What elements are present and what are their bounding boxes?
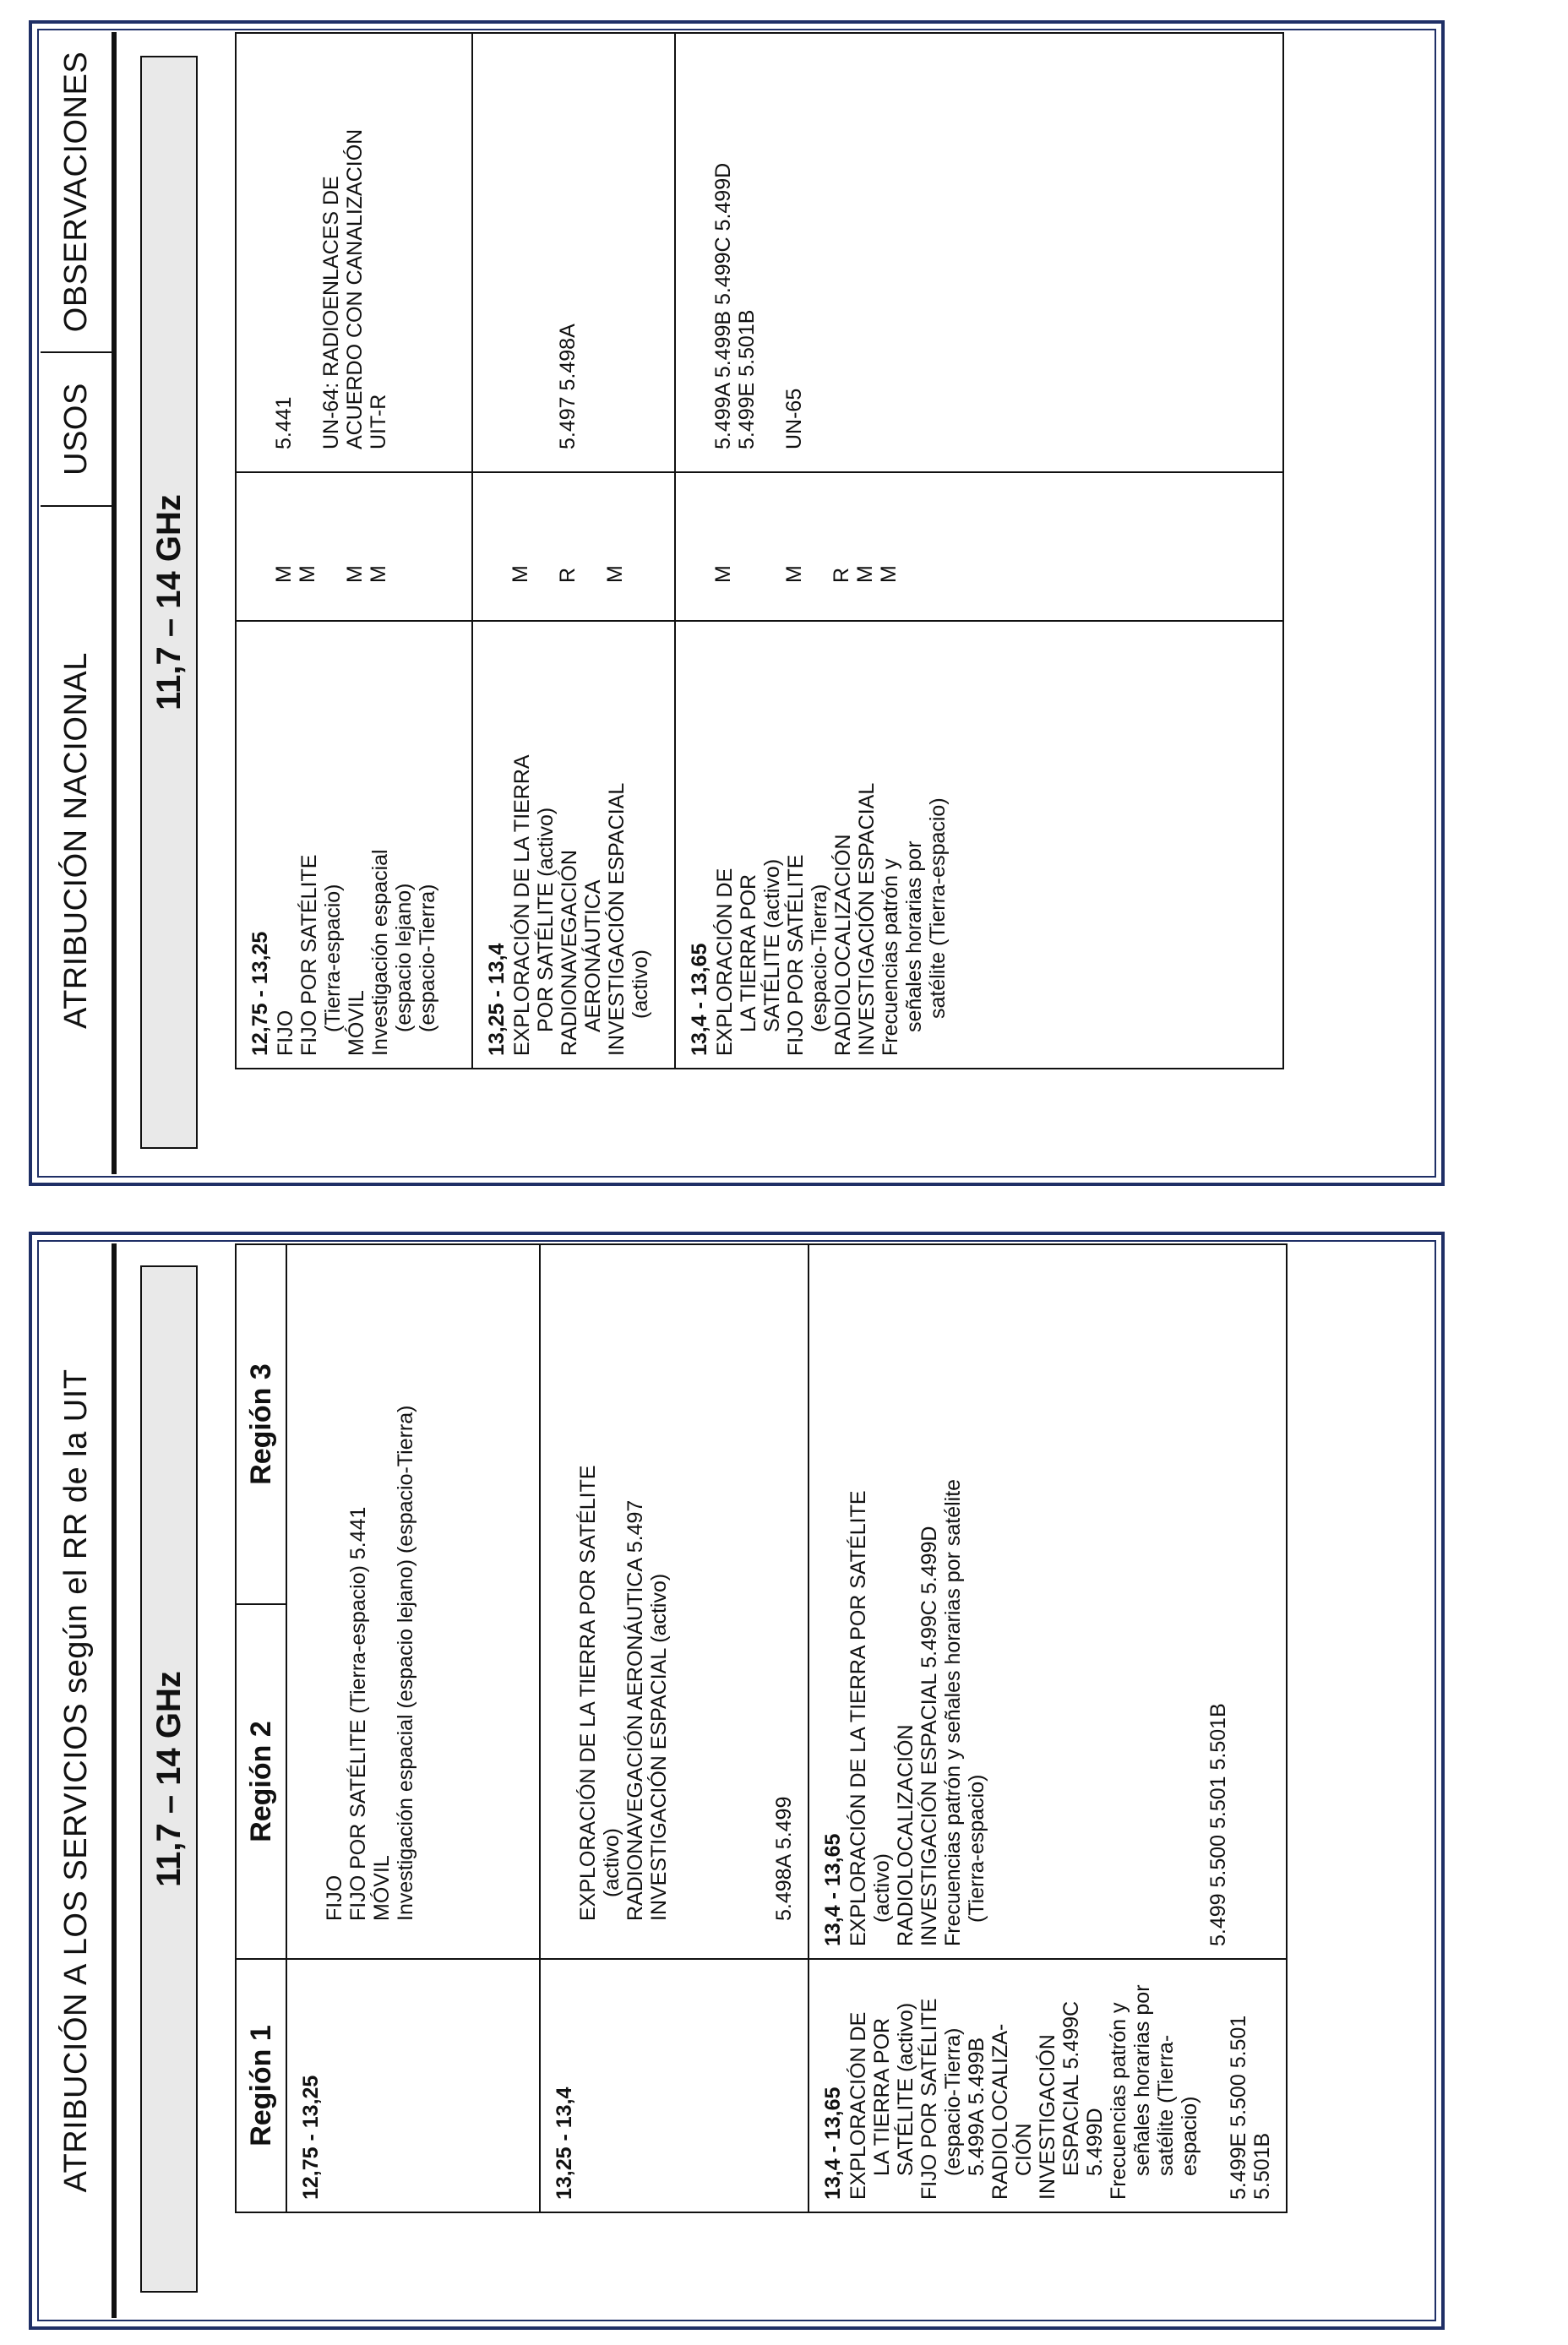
uso-code: M [853, 565, 877, 583]
service-line: RADIONAVEGACIÓN AERONÁUTICA 5.497 [623, 1499, 647, 1921]
service-line: EXPLORACIÓN DE LA TIERRA POR SATÉLITE [847, 1490, 870, 1946]
observation-line [509, 46, 532, 449]
service-line: Investigación espacial (espacio lejano) (espacio-Tierra) [394, 1405, 417, 1921]
service-line: (activo) [600, 1828, 623, 1897]
service-line: 5.499A 5.499B [965, 2037, 988, 2176]
uso-code: M [782, 565, 806, 583]
uso-code: M [509, 565, 532, 583]
service-line: 5.499D [1083, 2108, 1107, 2176]
observation-line: UIT-R [367, 394, 390, 449]
uso-code: M [296, 565, 319, 583]
service-line: LA TIERRA POR [737, 873, 760, 1032]
region-1-header: Región 1 [236, 1959, 286, 2212]
itu-allocation-panel [29, 1232, 1445, 2330]
observation-line: 5.441 [272, 396, 296, 449]
observation-line: 5.499E 5.501B [735, 309, 759, 449]
service-line: SATÉLITE (activo) [760, 858, 784, 1032]
uso-code: M [711, 565, 735, 583]
observation-line [532, 46, 556, 449]
service-line: (activo) [629, 949, 652, 1019]
service-line: INVESTIGACIÓN ESPACIAL 5.499C 5.499D [917, 1526, 941, 1946]
uso-code: R [556, 567, 580, 583]
service-line: ESPACIAL 5.499C [1059, 2000, 1083, 2176]
service-line: MÓVIL [345, 990, 368, 1056]
uso-code: R [830, 567, 853, 583]
rotated-content [32, 24, 1441, 1183]
uso-code: M [272, 565, 296, 583]
uso-code [806, 485, 830, 583]
uso-code [390, 485, 414, 583]
service-line: FIJO POR SATÉLITE [917, 1998, 941, 2200]
frequency-range: 13,4 - 13,65 [688, 943, 711, 1056]
service-line: INVESTIGACIÓN ESPACIAL [855, 782, 879, 1056]
usos-cell [472, 472, 675, 621]
national-table [235, 32, 1284, 1069]
observaciones-cell [675, 33, 1283, 472]
service-line: espacio) [1178, 2096, 1201, 2176]
usos-cell [675, 472, 1283, 621]
observation-line: UN-64: RADIOENLACES DE [319, 176, 343, 449]
uso-code [901, 485, 924, 583]
footnote-refs: 5.501B [1250, 2132, 1274, 2200]
uso-code [627, 485, 651, 583]
service-line: FIJO POR SATÉLITE (Tierra-espacio) 5.441 [346, 1506, 370, 1921]
observation-line: 5.497 5.498A [556, 324, 580, 449]
service-line: SATÉLITE (activo) [894, 2002, 917, 2176]
observaciones-cell [236, 33, 472, 472]
service-line: señales horarias por [902, 841, 926, 1032]
service-line: señales horarias por [1130, 1984, 1154, 2176]
allocation-row [675, 33, 1283, 1069]
uso-code [414, 485, 438, 583]
service-line: INVESTIGACIÓN [1036, 2034, 1059, 2200]
national-service-cell [236, 621, 472, 1069]
national-service-cell [472, 621, 675, 1069]
allocation-row [236, 33, 472, 1069]
service-line: INVESTIGACIÓN ESPACIAL (activo) [647, 1573, 671, 1921]
service-line: RADIONAVEGACIÓN [558, 849, 581, 1056]
header-atribucion-nacional: ATRIBUCIÓN NACIONAL [57, 652, 94, 1029]
service-line: FIJO POR SATÉLITE [297, 854, 321, 1056]
uso-code: M [367, 565, 390, 583]
frequency-range: 13,25 - 13,4 [485, 943, 509, 1056]
service-line: POR SATÉLITE (activo) [534, 807, 558, 1032]
service-line: EXPLORACIÓN DE [713, 868, 737, 1056]
uso-code [924, 485, 948, 583]
itu-table [235, 1243, 1288, 2213]
frequency-range: 12,75 - 13,25 [248, 931, 272, 1056]
service-line: EXPLORACIÓN DE [847, 2011, 870, 2200]
frequency-range: 13,4 - 13,65 [821, 2087, 845, 2200]
service-line: satélite (Tierra-espacio) [926, 797, 950, 1019]
service-line: RADIOLOCALIZACIÓN [894, 1724, 917, 1946]
service-line: MÓVIL [370, 1855, 394, 1921]
allocation-row [472, 33, 675, 1069]
service-line: satélite (Tierra- [1154, 2034, 1178, 2176]
panel-header [41, 32, 117, 1174]
uso-code [532, 485, 556, 583]
frequency-band-bar: 11,7 – 14 GHz [140, 56, 198, 1149]
rotated-content [32, 1235, 1441, 2326]
service-line: EXPLORACIÓN DE LA TIERRA [510, 754, 534, 1056]
row3-region23-cell [808, 1244, 1287, 1959]
header-usos: USOS [41, 353, 112, 507]
uso-code [735, 485, 759, 583]
service-line: INVESTIGACIÓN ESPACIAL [605, 782, 629, 1056]
frequency-range: 12,75 - 13,25 [299, 2075, 323, 2200]
spacer [688, 46, 711, 449]
row3-region1-cell [808, 1959, 1287, 2212]
observation-line: ACUERDO CON CANALIZACIÓN [343, 128, 367, 449]
header-atribucion-uit: ATRIBUCIÓN A LOS SERVICIOS según el RR de la UIT [57, 1368, 94, 2193]
observation-line [296, 46, 319, 449]
uso-code [759, 485, 782, 583]
national-allocation-panel [29, 20, 1445, 1186]
service-line: EXPLORACIÓN DE LA TIERRA POR SATÉLITE [576, 1465, 600, 1921]
national-service-cell [675, 621, 1283, 1069]
service-line: CIÓN [1012, 2123, 1036, 2176]
service-line: (espacio-Tierra) [941, 2027, 965, 2176]
spacer [248, 46, 272, 449]
row2-region1-cell [540, 1959, 808, 2212]
observaciones-cell [472, 33, 675, 472]
usos-cell [236, 472, 472, 621]
row1-services-cell [286, 1244, 540, 1959]
service-line: (espacio lejano) [392, 883, 416, 1032]
frequency-range: 13,25 - 13,4 [553, 2087, 576, 2200]
service-line: RADIOLOCALIZA- [988, 2023, 1012, 2200]
spacer [485, 485, 509, 583]
service-line: (espacio-Tierra) [808, 884, 831, 1032]
service-line: FIJO POR SATÉLITE [784, 854, 808, 1056]
service-line: Frecuencias patrón y [1107, 2002, 1130, 2200]
service-line: (espacio-Tierra) [416, 884, 439, 1032]
service-line: AERONÁUTICA [581, 879, 605, 1032]
service-line: Frecuencias patrón y [879, 858, 902, 1056]
spacer [688, 485, 711, 583]
service-line: (Tierra-espacio) [321, 884, 345, 1032]
observation-line: 5.499A 5.499B 5.499C 5.499D [711, 162, 735, 449]
uso-code [319, 485, 343, 583]
frequency-range: 13,4 - 13,65 [821, 1833, 845, 1946]
footnote-refs: 5.499 5.500 5.501 5.501B [1206, 1703, 1230, 1946]
service-line: FIJO [323, 1874, 346, 1921]
uso-code: M [343, 565, 367, 583]
uso-code: M [877, 565, 901, 583]
header-observaciones: OBSERVACIONES [41, 32, 112, 353]
region-2-header: Región 2 [236, 1604, 286, 1959]
footnote-refs: 5.499E 5.500 5.501 [1227, 2015, 1250, 2200]
uso-code [580, 485, 603, 583]
observation-line: UN-65 [782, 388, 806, 449]
service-line: Frecuencias patrón y señales horarias por satélite [941, 1478, 965, 1946]
spacer [485, 46, 509, 449]
service-line: (activo) [870, 1853, 894, 1923]
region-3-header: Región 3 [236, 1244, 286, 1604]
service-line: Investigación espacial [368, 849, 392, 1056]
service-line: LA TIERRA POR [870, 2017, 894, 2176]
row2-services-cell [540, 1244, 808, 1959]
panel-header [41, 1243, 117, 2318]
uso-code: M [603, 565, 627, 583]
service-line: (Tierra-espacio) [965, 1774, 988, 1923]
observation-line [759, 46, 782, 449]
row1-region1-cell [286, 1959, 540, 2212]
frequency-band-bar: 11,7 – 14 GHz [140, 1265, 198, 2293]
service-line: FIJO [274, 1009, 297, 1056]
spacer [248, 485, 272, 583]
service-line: RADIOLOCALIZACIÓN [831, 834, 855, 1056]
footnote-refs: 5.498A 5.499 [772, 1796, 796, 1921]
